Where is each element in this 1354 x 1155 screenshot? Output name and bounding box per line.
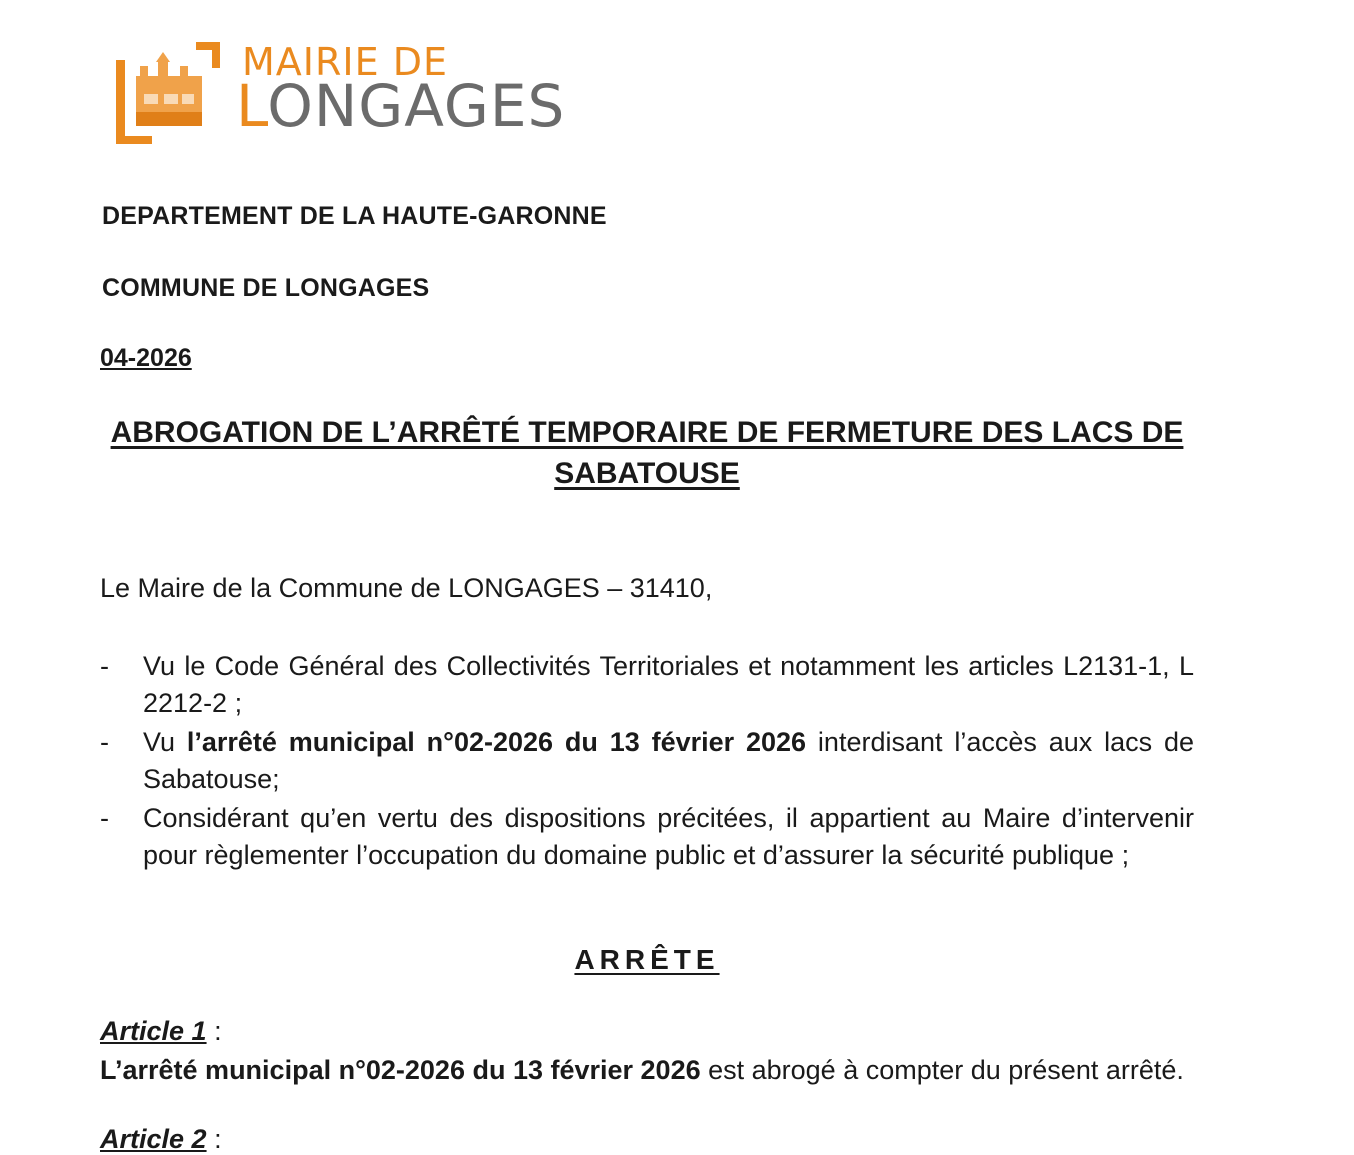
document-title-line2: SABATOUSE [554, 457, 740, 490]
considerant-text: Vu le Code Général des Collectivités Territoriales et notamment les articles L2131-1, L 2212-2 ; [143, 651, 1194, 718]
commune-header: COMMUNE DE LONGAGES [102, 274, 430, 302]
article-1-title [100, 1016, 222, 1047]
intro-line: Le Maire de la Commune de LONGAGES – 31410, [100, 573, 713, 603]
article-1-body [100, 1052, 1194, 1089]
logo-line2-rest: ONGAGES [267, 72, 566, 140]
considerants-list [100, 648, 1194, 876]
considerant-bold-reference: l’arrêté municipal n°02-2026 du 13 février 2026 [186, 727, 807, 757]
arrete-heading: ARRÊTE [574, 944, 720, 975]
document-number: 04-2026 [100, 344, 192, 372]
article-1-label: Article 1 [100, 1016, 207, 1046]
list-dash: - [100, 651, 109, 681]
article-2-label: Article 2 [100, 1124, 207, 1154]
list-item [100, 724, 1194, 798]
article-1-colon: : [206, 1016, 222, 1046]
article-2-title [100, 1124, 222, 1155]
list-dash: - [100, 803, 109, 833]
article-2-colon: : [206, 1124, 222, 1154]
logo-line1: MAIRIE DE [242, 40, 448, 84]
town-hall-building-icon [110, 38, 230, 150]
document-title-line1: ABROGATION DE L’ARRÊTÉ TEMPORAIRE DE FERMETURE DES LACS DE [110, 416, 1184, 449]
logo-line2-first-letter: L [236, 72, 268, 140]
article-1-rest: est abrogé à compter du présent arrêté. [700, 1055, 1184, 1085]
article-1-bold-reference: L’arrêté municipal n°02-2026 du 13 février 2026 [100, 1055, 701, 1085]
considerant-prefix: Vu [143, 727, 187, 757]
department-header: DEPARTEMENT DE LA HAUTE-GARONNE [102, 202, 607, 230]
list-item [100, 648, 1194, 722]
considerant-suffix: interdisant l’accès aux lacs de Sabatouse; [143, 727, 1195, 794]
logo-line2 [236, 72, 565, 140]
mairie-logo [110, 38, 630, 158]
document-title [80, 412, 1214, 494]
list-item [100, 800, 1194, 874]
list-dash: - [100, 727, 109, 757]
considerant-text: Considérant qu’en vertu des dispositions précitées, il appartient au Maire d’intervenir pour règlementer l’occupation du domaine public et d’assurer la sécurité publique ; [143, 803, 1194, 870]
